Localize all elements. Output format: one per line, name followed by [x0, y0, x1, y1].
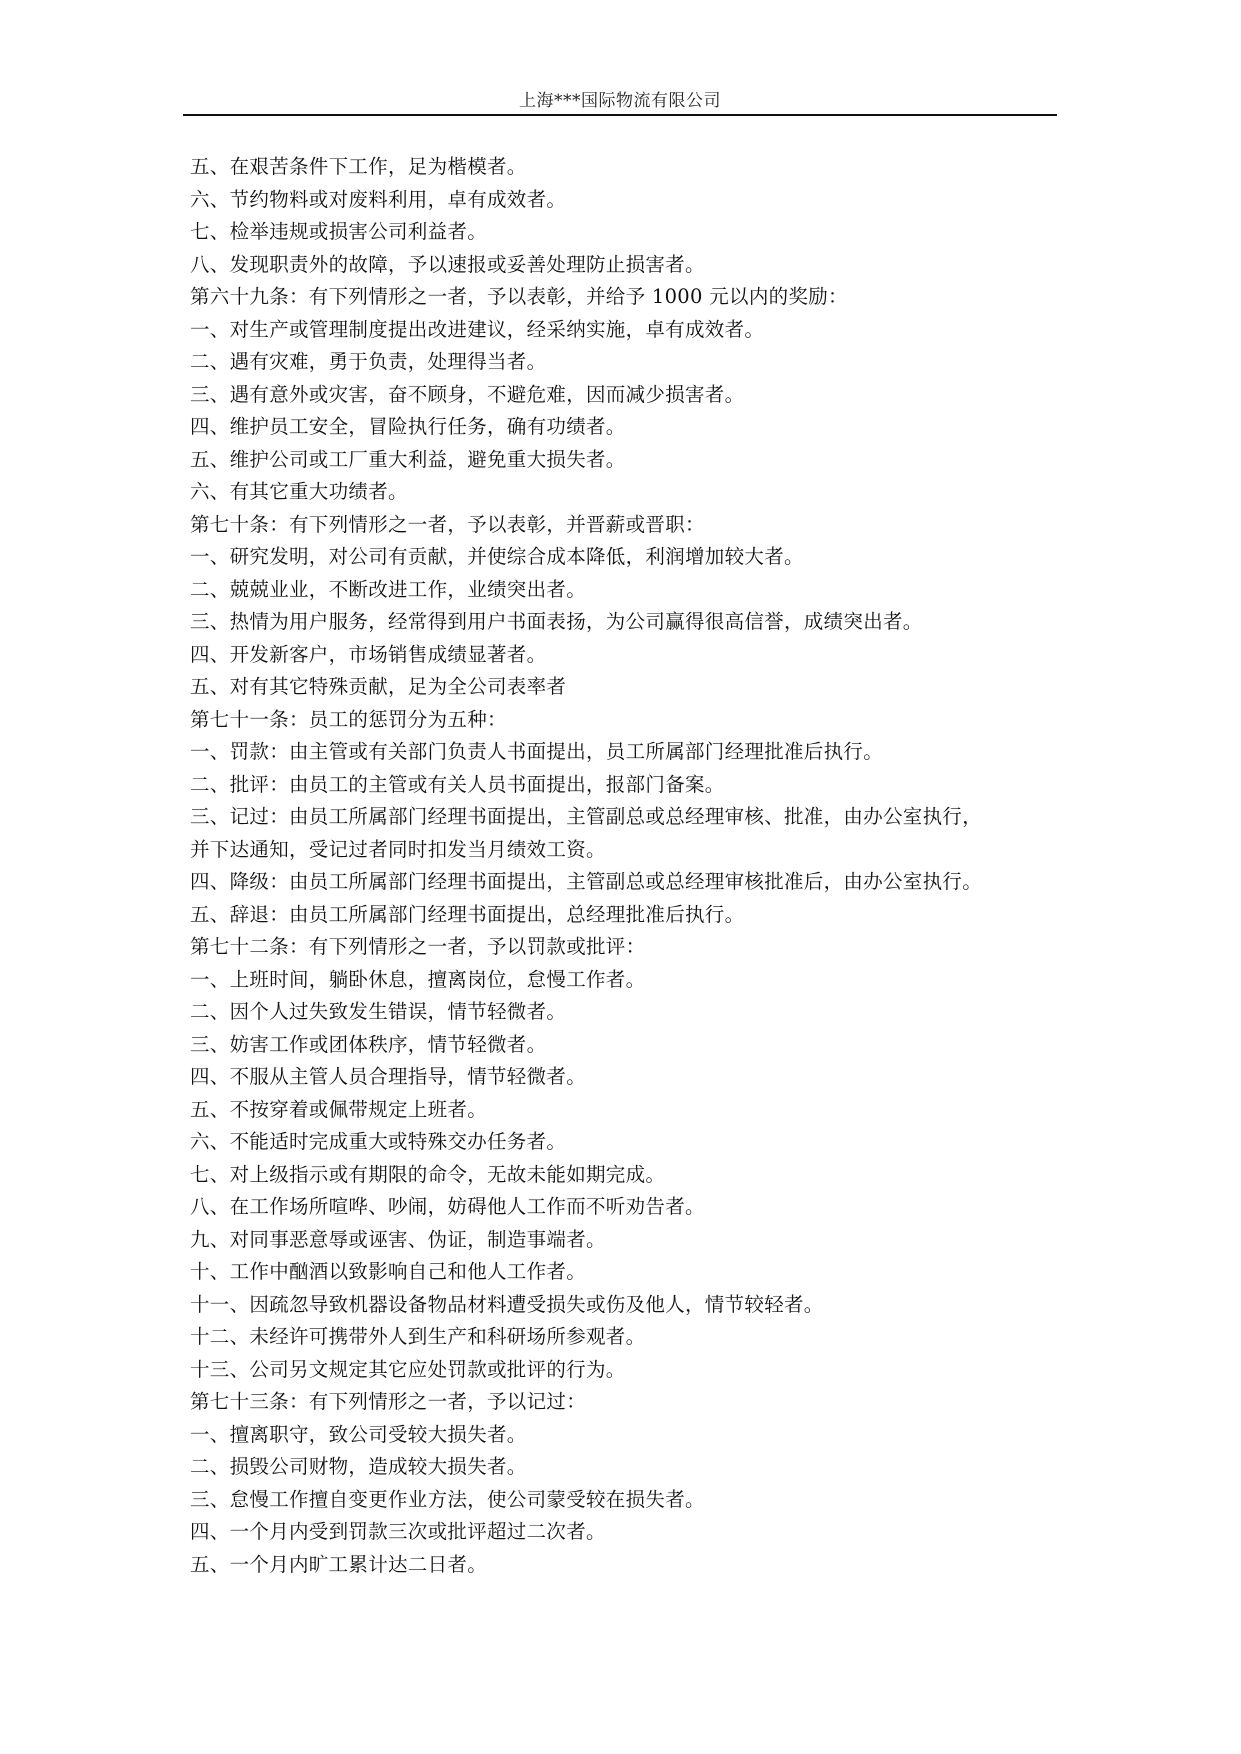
- text-line: 五、不按穿着或佩带规定上班者。: [190, 1097, 488, 1121]
- text-line: 五、维护公司或工厂重大利益，避免重大损失者。: [190, 447, 626, 471]
- text-line: 四、开发新客户，市场销售成绩显著者。: [190, 642, 547, 666]
- text-line: 第七十一条：员工的惩罚分为五种：: [190, 707, 507, 731]
- text-line: 六、节约物料或对废料利用，卓有成效者。: [190, 187, 567, 211]
- text-line: 三、热情为用户服务，经常得到用户书面表扬，为公司赢得很高信誉，成绩突出者。: [190, 610, 923, 633]
- text-line: 一、擅离职守，致公司受较大损失者。: [190, 1422, 527, 1446]
- text-line: 二、兢兢业业，不断改进工作，业绩突出者。: [190, 577, 587, 601]
- text-line: 四、一个月内受到罚款三次或批评超过二次者。: [190, 1520, 606, 1543]
- text-line: 十、工作中酗酒以致影响自己和他人工作者。: [190, 1260, 587, 1283]
- text-line: 二、批评：由员工的主管或有关人员书面提出，报部门备案。: [190, 772, 725, 796]
- document-body: [190, 151, 1060, 1581]
- text-line: 四、维护员工安全，冒险执行任务，确有功绩者。: [190, 415, 626, 438]
- text-line: 一、罚款：由主管或有关部门负责人书面提出，员工所属部门经理批准后执行。: [190, 740, 884, 763]
- text-line: 第七十三条：有下列情形之一者，予以记过：: [190, 1390, 587, 1413]
- text-line: 一、对生产或管理制度提出改进建议，经采纳实施，卓有成效者。: [190, 317, 765, 341]
- text-line: 第六十九条：有下列情形之一者，予以表彰，并给予 1000 元以内的奖励：: [190, 285, 848, 308]
- text-line: 六、不能适时完成重大或特殊交办任务者。: [190, 1130, 567, 1153]
- text-line: 二、遇有灾难，勇于负责，处理得当者。: [190, 350, 547, 373]
- text-line: 第七十二条：有下列情形之一者，予以罚款或批评：: [190, 935, 646, 958]
- text-line: 八、在工作场所喧哗、吵闹，妨碍他人工作而不听劝告者。: [190, 1195, 705, 1218]
- text-line: 四、不服从主管人员合理指导，情节轻微者。: [190, 1065, 587, 1088]
- header-divider: [183, 114, 1057, 116]
- text-line: 一、研究发明，对公司有贡献，并使综合成本降低，利润增加较大者。: [190, 545, 804, 568]
- text-line: 二、因个人过失致发生错误，情节轻微者。: [190, 1000, 567, 1023]
- text-line: 八、发现职责外的故障，予以速报或妥善处理防止损害者。: [190, 252, 705, 276]
- page-header-company-name: 上海***国际物流有限公司: [519, 91, 721, 111]
- text-line: 六、有其它重大功绩者。: [190, 480, 408, 503]
- text-line: 七、对上级指示或有期限的命令，无故未能如期完成。: [190, 1162, 666, 1186]
- text-line: 五、辞退：由员工所属部门经理书面提出，总经理批准后执行。: [190, 902, 745, 926]
- text-line: 十三、公司另文规定其它应处罚款或批评的行为。: [190, 1357, 626, 1381]
- text-line: 七、检举违规或损害公司利益者。: [190, 220, 488, 243]
- text-line: 五、一个月内旷工累计达二日者。: [190, 1552, 488, 1576]
- text-line: 三、怠慢工作擅自变更作业方法，使公司蒙受较在损失者。: [190, 1487, 705, 1511]
- text-line: 十一、因疏忽导致机器设备物品材料遭受损失或伤及他人，情节较轻者。: [190, 1292, 824, 1316]
- text-line: 二、损毁公司财物，造成较大损失者。: [190, 1455, 527, 1478]
- text-line: 并下达通知，受记过者同时扣发当月绩效工资。: [190, 837, 606, 861]
- text-line: 九、对同事恶意辱或诬害、伪证，制造事端者。: [190, 1227, 606, 1251]
- text-line: 四、降级：由员工所属部门经理书面提出，主管副总或总经理审核批准后，由办公室执行。: [190, 870, 983, 893]
- text-line: 三、妨害工作或团体秩序，情节轻微者。: [190, 1032, 547, 1056]
- text-line: 一、上班时间，躺卧休息，擅离岗位，怠慢工作者。: [190, 967, 646, 991]
- text-line: 第七十条：有下列情形之一者，予以表彰，并晋薪或晋职：: [190, 512, 705, 536]
- text-line: 五、对有其它特殊贡献，足为全公司表率者: [190, 675, 567, 698]
- text-line: 三、记过：由员工所属部门经理书面提出，主管副总或总经理审核、批准，由办公室执行，: [190, 805, 983, 828]
- text-line: 五、在艰苦条件下工作，足为楷模者。: [190, 155, 527, 178]
- text-line: 三、遇有意外或灾害，奋不顾身，不避危难，因而减少损害者。: [190, 382, 745, 406]
- text-line: 十二、未经许可携带外人到生产和科研场所参观者。: [190, 1325, 646, 1348]
